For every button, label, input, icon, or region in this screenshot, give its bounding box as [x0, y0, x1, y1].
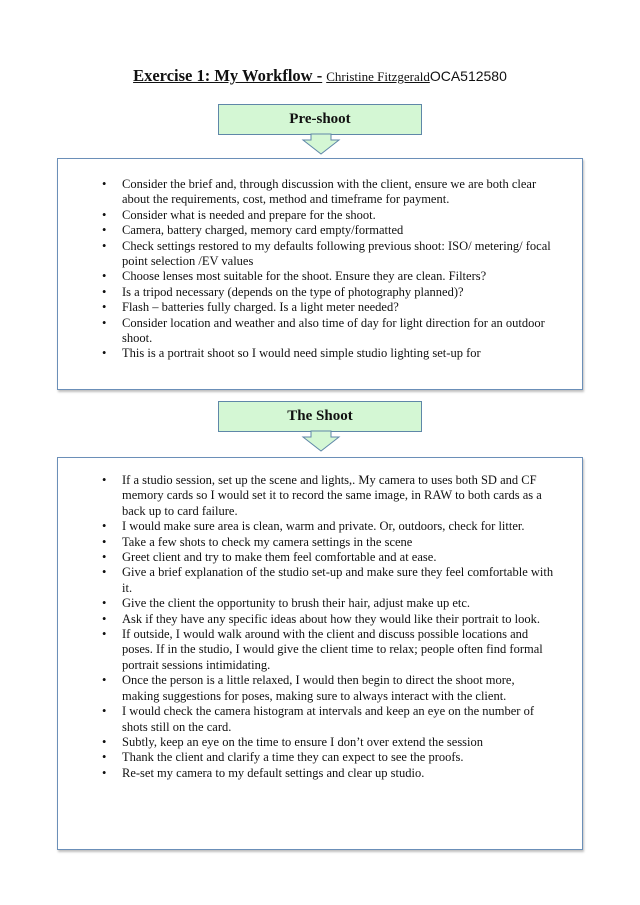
- list-item: • Ask if they have any specific ideas about how they would like their portrait to look.: [58, 612, 582, 627]
- list-item: • Consider location and weather and also time of day for light direction for an outdoor shoot.: [58, 316, 582, 347]
- list-item: • Is a tripod necessary (depends on the type of photography planned)?: [58, 285, 582, 300]
- list-item: • I would make sure area is clean, warm and private. Or, outdoors, check for litter.: [58, 519, 582, 534]
- list-item: • Consider the brief and, through discussion with the client, ensure we are both clear about the requirements, cost, method and timeframe for payment.: [58, 177, 582, 208]
- preshoot-section: [57, 158, 583, 390]
- list-item: • Flash – batteries fully charged. Is a light meter needed?: [58, 300, 582, 315]
- list-item: • If a studio session, set up the scene and lights,. My camera to uses both SD and CF memory cards so I would set it to record the same image, in RAW to both cards as a back up to card failure.: [58, 473, 582, 519]
- list-item: • Re-set my camera to my default settings and clear up studio.: [58, 766, 582, 781]
- list-item: • Once the person is a little relaxed, I would then begin to direct the shoot more, making suggestions for poses, making sure to always interact with the client.: [58, 673, 582, 704]
- list-item: • Consider what is needed and prepare for the shoot.: [58, 208, 582, 223]
- list-item: • Give the client the opportunity to brush their hair, adjust make up etc.: [58, 596, 582, 611]
- list-item: • Greet client and try to make them feel comfortable and at ease.: [58, 550, 582, 565]
- title-main: Exercise 1: My Workflow -: [133, 66, 323, 85]
- list-item: • Subtly, keep an eye on the time to ensure I don’t over extend the session: [58, 735, 582, 750]
- list-item: • Check settings restored to my defaults following previous shoot: ISO/ metering/ focal point selection /EV values: [58, 239, 582, 270]
- list-item: • Choose lenses most suitable for the shoot. Ensure they are clean. Filters?: [58, 269, 582, 284]
- list-item: • This is a portrait shoot so I would need simple studio lighting set-up for: [58, 346, 582, 361]
- shoot-down-arrow: [303, 431, 339, 451]
- preshoot-down-arrow: [303, 134, 339, 154]
- shoot-list: [58, 473, 582, 781]
- preshoot-heading-box: [218, 104, 422, 135]
- list-item: • If outside, I would walk around with the client and discuss possible locations and poses. If in the studio, I would give the client time to relax; people often find formal portrait sessions intimidating.: [58, 627, 582, 673]
- list-item: • Give a brief explanation of the studio set-up and make sure they feel comfortable with it.: [58, 565, 582, 596]
- preshoot-list: [58, 177, 582, 362]
- shoot-section: [57, 457, 583, 850]
- list-item: • Thank the client and clarify a time they can expect to see the proofs.: [58, 750, 582, 765]
- preshoot-heading: Pre-shoot: [289, 111, 351, 127]
- list-item: • Camera, battery charged, memory card empty/formatted: [58, 223, 582, 238]
- list-item: • Take a few shots to check my camera settings in the scene: [58, 535, 582, 550]
- document-title: [0, 66, 640, 86]
- title-author: Christine Fitzgerald: [326, 69, 430, 84]
- list-item: • I would check the camera histogram at intervals and keep an eye on the number of shots still on the card.: [58, 704, 582, 735]
- shoot-heading: The Shoot: [287, 408, 353, 424]
- shoot-heading-box: [218, 401, 422, 432]
- title-code: OCA512580: [429, 68, 507, 84]
